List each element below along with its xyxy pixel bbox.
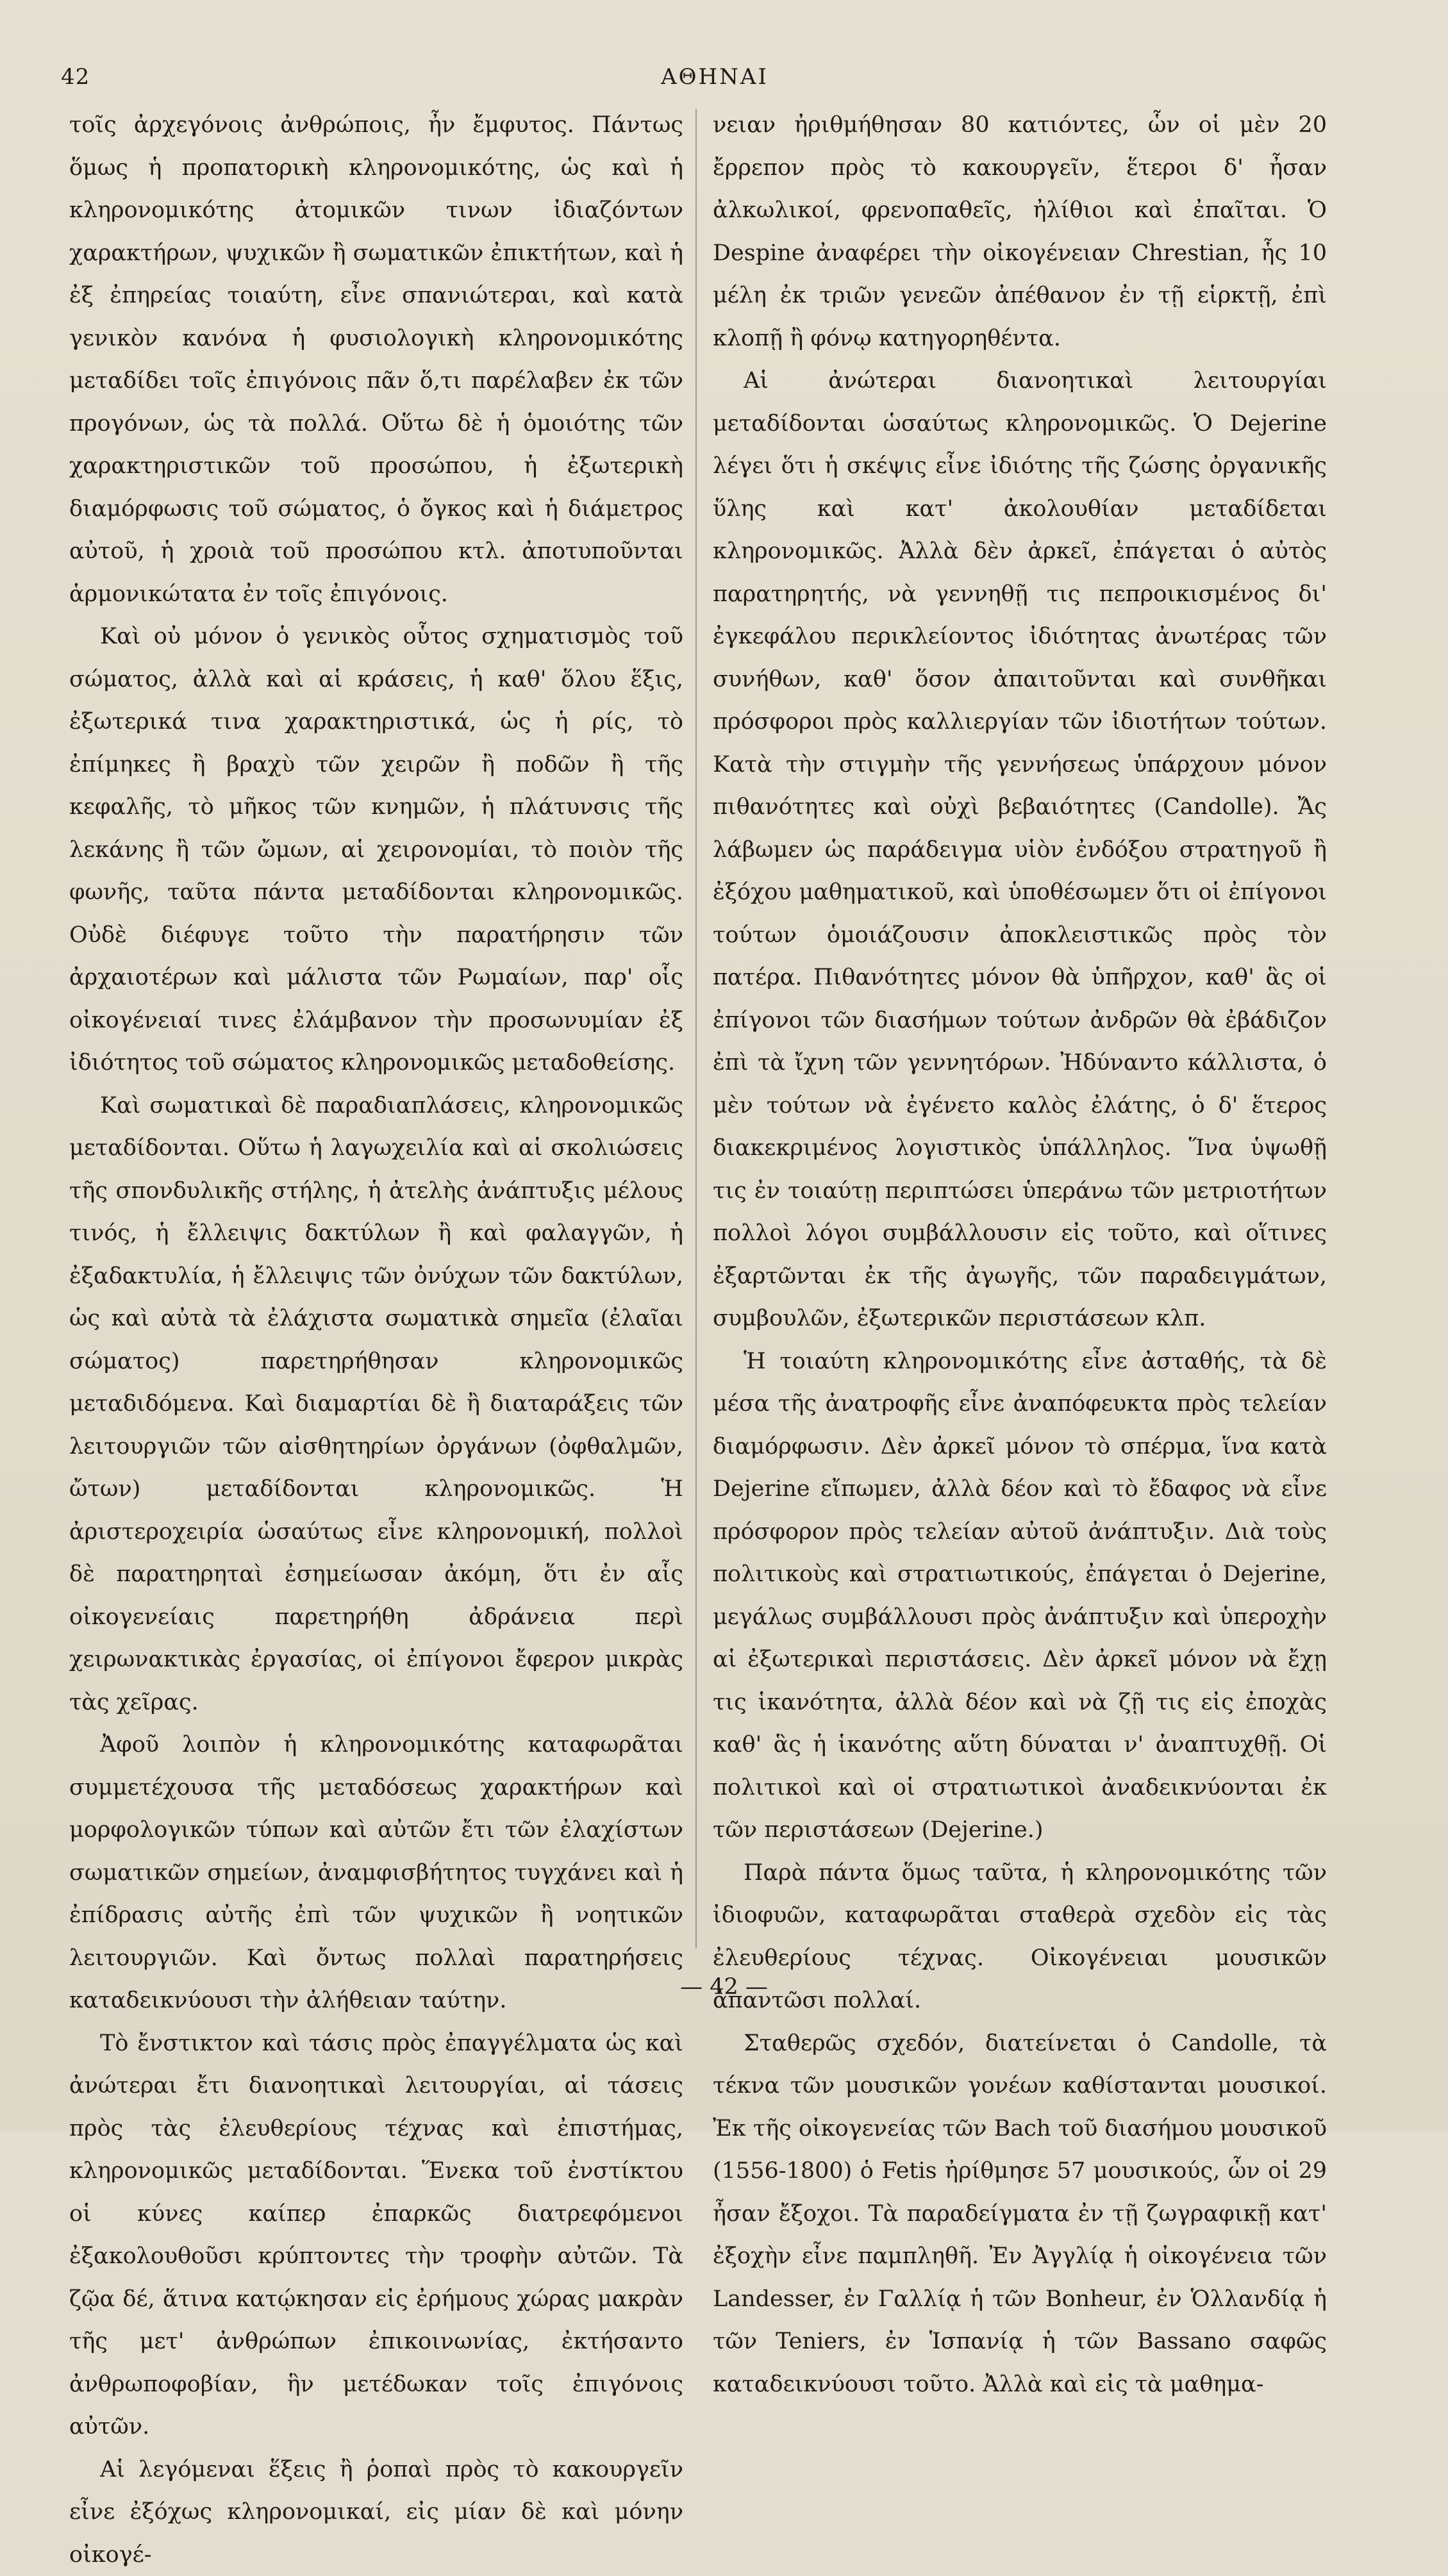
right-column bbox=[713, 104, 1327, 1956]
paragraph: Σταθερῶς σχεδόν, διατείνεται ὁ Candolle, τὰ τέκνα τῶν μουσικῶν γονέων καθίστανται μουσικοί. Ἐκ τῆς οἰκογενείας τῶν Bach τοῦ διασήμου μουσικοῦ (1556-1800) ὁ Fetis ἠρίθμησε 57 μουσικούς, ὧν οἱ 29 ἦσαν ἔξοχοι. Τὰ παραδείγματα ἐν τῇ ζωγραφικῇ κατ' ἐξοχὴν εἶνε παμπληθῆ. Ἐν Ἀγγλίᾳ ἡ οἰκογένεια τῶν Landesser, ἐν Γαλλίᾳ ἡ τῶν Bonheur, ἐν Ὁλλανδίᾳ ἡ τῶν Teniers, ἐν Ἱσπανίᾳ ἡ τῶν Bassano σαφῶς καταδεικνύουσι τοῦτο. Ἀλλὰ καὶ εἰς τὰ μαθημα- bbox=[713, 2022, 1327, 2406]
page-number: 42 bbox=[61, 64, 90, 90]
column-divider bbox=[695, 109, 697, 1949]
paragraph: Ἀφοῦ λοιπὸν ἡ κληρονομικότης καταφωρᾶται συμμετέχουσα τῆς μεταδόσεως χαρακτήρων καὶ μορφολογικῶν τύπων καὶ αὐτῶν ἔτι τῶν ἐλαχίστων σωματικῶν σημείων, ἀναμφισβήτητος τυγχάνει καὶ ἡ ἐπίδρασις αὐτῆς ἐπὶ τῶν ψυχικῶν ἢ νοητικῶν λειτουργιῶν. Καὶ ὄντως πολλαὶ παρατηρήσεις καταδεικνύουσι τὴν ἀλήθειαν ταύτην. bbox=[69, 1724, 683, 2022]
paragraph: Καὶ σωματικαὶ δὲ παραδιαπλάσεις, κληρονομικῶς μεταδίδονται. Οὕτω ἡ λαγωχειλία καὶ αἱ σκολιώσεις τῆς σπονδυλικῆς στήλης, ἡ ἀτελὴς ἀνάπτυξις μέλους τινός, ἡ ἔλλειψις δακτύλων ἢ καὶ φαλαγγῶν, ἡ ἐξαδακτυλία, ἡ ἔλλειψις τῶν ὀνύχων τῶν δακτύλων, ὡς καὶ αὐτὰ τὰ ἐλάχιστα σωματικὰ σημεῖα (ἐλαῖαι σώματος) παρετηρήθησαν κληρονομικῶς μεταδιδόμενα. Καὶ διαμαρτίαι δὲ ἢ διαταράξεις τῶν λειτουργιῶν τῶν αἰσθητηρίων ὀργάνων (ὀφθαλμῶν, ὤτων) μεταδίδονται κληρονομικῶς. Ἡ ἀριστεροχειρία ὡσαύτως εἶνε κληρονομική, πολλοὶ δὲ παρατηρηταὶ ἐσημείωσαν ἀκόμη, ὅτι ἐν αἷς οἰκογενείαις παρετηρήθη ἀδράνεια περὶ χειρωνακτικὰς ἐργασίας, οἱ ἐπίγονοι ἔφερον μικρὰς τὰς χεῖρας. bbox=[69, 1084, 683, 1724]
paragraph: Ἡ τοιαύτη κληρονομικότης εἶνε ἀσταθής, τὰ δὲ μέσα τῆς ἀνατροφῆς εἶνε ἀναπόφευκτα πρὸς τελείαν διαμόρφωσιν. Δὲν ἀρκεῖ μόνον τὸ σπέρμα, ἵνα κατὰ Dejerine εἴπωμεν, ἀλλὰ δέον καὶ τὸ ἔδαφος νὰ εἶνε πρόσφορον πρὸς τελείαν αὐτοῦ ἀνάπτυξιν. Διὰ τοὺς πολιτικοὺς καὶ στρατιωτικούς, ἐπάγεται ὁ Dejerine, μεγάλως συμβάλλουσι πρὸς ἀνάπτυξιν καὶ ὑπεροχὴν αἱ ἐξωτερικαὶ περιστάσεις. Δὲν ἀρκεῖ μόνον νὰ ἔχῃ τις ἱκανότητα, ἀλλὰ δέον καὶ νὰ ζῇ τις εἰς ἐποχὰς καθ' ἃς ἡ ἱκανότης αὕτη δύναται ν' ἀναπτυχθῇ. Οἱ πολιτικοὶ καὶ οἱ στρατιωτικοὶ ἀναδεικνύονται ἐκ τῶν περιστάσεων (Dejerine.) bbox=[713, 1340, 1327, 1852]
left-column bbox=[69, 104, 683, 1956]
paragraph: Αἱ ἀνώτεραι διανοητικαὶ λειτουργίαι μεταδίδονται ὡσαύτως κληρονομικῶς. Ὁ Dejerine λέγει ὅτι ἡ σκέψις εἶνε ἰδιότης τῆς ζώσης ὀργανικῆς ὕλης καὶ κατ' ἀκολουθίαν μεταδίδεται κληρονομικῶς. Ἀλλὰ δὲν ἀρκεῖ, ἐπάγεται ὁ αὐτὸς παρατηρητής, νὰ γεννηθῇ τις πεπροικισμένος δι' ἐγκεφάλου περικλείοντος ἰδιότητας ἀνωτέρας τῶν συνήθων, καθ' ὅσον ἀπαιτοῦνται καὶ συνθῆκαι πρόσφοροι πρὸς καλλιεργίαν τῶν ἰδιοτήτων τούτων. Κατὰ τὴν στιγμὴν τῆς γεννήσεως ὑπάρχουν μόνον πιθανότητες καὶ οὐχὶ βεβαιότητες (Candolle). Ἄς λάβωμεν ὡς παράδειγμα υἱὸν ἐνδόξου στρατηγοῦ ἢ ἐξόχου μαθηματικοῦ, καὶ ὑποθέσωμεν ὅτι οἱ ἐπίγονοι τούτων ὁμοιάζουσιν ἀποκλειστικῶς πρὸς τὸν πατέρα. Πιθανότητες μόνον θὰ ὑπῆρχον, καθ' ἃς οἱ ἐπίγονοι τῶν διασήμων τούτων ἀνδρῶν θὰ ἐβάδιζον ἐπὶ τὰ ἴχνη τῶν γεννητόρων. Ἠδύναντο κάλλιστα, ὁ μὲν τούτων νὰ ἐγένετο καλὸς ἐλάτης, ὁ δ' ἕτερος διακεκριμένος λογιστικὸς ὑπάλληλος. Ἵνα ὑψωθῇ τις ἐν τοιαύτῃ περιπτώσει ὑπεράνω τῶν μετριοτήτων πολλοὶ λόγοι συμβάλλουσιν εἰς τοῦτο, καὶ οἵτινες ἐξαρτῶνται ἐκ τῆς ἀγωγῆς, τῶν παραδειγμάτων, συμβουλῶν, ἐξωτερικῶν περιστάσεων κλπ. bbox=[713, 360, 1327, 1340]
paragraph: νειαν ἠριθμήθησαν 80 κατιόντες, ὧν οἱ μὲν 20 ἔρρεπον πρὸς τὸ κακουργεῖν, ἕτεροι δ' ἦσαν ἀλκωλικοί, φρενοπαθεῖς, ἠλίθιοι καὶ ἐπαῖται. Ὁ Despine ἀναφέρει τὴν οἰκογένειαν Chrestian, ἧς 10 μέλη ἐκ τριῶν γενεῶν ἀπέθανον ἐν τῇ εἱρκτῇ, ἐπὶ κλοπῇ ἢ φόνῳ κατηγορηθέντα. bbox=[713, 104, 1327, 360]
paragraph: Παρὰ πάντα ὅμως ταῦτα, ἡ κληρονομικότης τῶν ἰδιοφυῶν, καταφωρᾶται σταθερὰ σχεδὸν εἰς τὰς ἐλευθερίους τέχνας. Οἰκογένειαι μουσικῶν ἀπαντῶσι πολλαί. bbox=[713, 1852, 1327, 2022]
paragraph: Τὸ ἔνστικτον καὶ τάσις πρὸς ἐπαγγέλματα ὡς καὶ ἀνώτεραι ἔτι διανοητικαὶ λειτουργίαι, αἱ τάσεις πρὸς τὰς ἐλευθερίους τέχνας καὶ ἐπιστήμας, κληρονομικῶς μεταδίδονται. Ἕνεκα τοῦ ἐνστίκτου οἱ κύνες καίπερ ἐπαρκῶς διατρεφόμενοι ἐξακολουθοῦσι κρύπτοντες τὴν τροφὴν αὐτῶν. Τὰ ζῷα δέ, ἅτινα κατῴκησαν εἰς ἐρήμους χώρας μακρὰν τῆς μετ' ἀνθρώπων ἐπικοινωνίας, ἐκτήσαντο ἀνθρωποφοβίαν, ἣν μετέδωκαν τοῖς ἐπιγόνοις αὐτῶν. bbox=[69, 2022, 683, 2448]
paragraph: Καὶ οὐ μόνον ὁ γενικὸς οὗτος σχηματισμὸς τοῦ σώματος, ἀλλὰ καὶ αἱ κράσεις, ἡ καθ' ὅλου ἕξις, ἐξωτερικά τινα χαρακτηριστικά, ὡς ἡ ρίς, τὸ ἐπίμηκες ἢ βραχὺ τῶν χειρῶν ἢ ποδῶν ἢ τῆς κεφαλῆς, τὸ μῆκος τῶν κνημῶν, ἡ πλάτυνσις τῆς λεκάνης ἢ τῶν ὤμων, αἱ χειρονομίαι, τὸ ποιὸν τῆς φωνῆς, ταῦτα πάντα μεταδίδονται κληρονομικῶς. Οὐδὲ διέφυγε τοῦτο τὴν παρατήρησιν τῶν ἀρχαιοτέρων καὶ μάλιστα τῶν Ρωμαίων, παρ' οἷς οἰκογένειαί τινες ἐλάμβανον τὴν προσωνυμίαν ἐξ ἰδιότητος τοῦ σώματος κληρονομικῶς μεταδοθείσης. bbox=[69, 615, 683, 1084]
paragraph: τοῖς ἀρχεγόνοις ἀνθρώποις, ἦν ἔμφυτος. Πάντως ὅμως ἡ προπατορικὴ κληρονομικότης, ὡς καὶ ἡ κληρονομικότης ἀτομικῶν τινων ἰδιαζόντων χαρακτήρων, ψυχικῶν ἢ σωματικῶν ἐπικτήτων, καὶ ἡ ἐξ ἐπηρείας τοιαύτη, εἶνε σπανιώτεραι, καὶ κατὰ γενικὸν κανόνα ἡ φυσιολογικὴ κληρονομικότης μεταδίδει τοῖς ἐπιγόνοις πᾶν ὅ,τι παρέλαβεν ἐκ τῶν προγόνων, ὡς τὰ πολλά. Οὕτω δὲ ἡ ὁμοιότης τῶν χαρακτηριστικῶν τοῦ προσώπου, ἡ ἐξωτερικὴ διαμόρφωσις τοῦ σώματος, ὁ ὄγκος καὶ ἡ διάμετρος αὐτοῦ, ἡ χροιὰ τοῦ προσώπου κτλ. ἀποτυποῦνται ἁρμονικώτατα ἐν τοῖς ἐπιγόνοις. bbox=[69, 104, 683, 615]
running-title: ΑΘΗΝΑΙ bbox=[61, 64, 1369, 90]
page-header bbox=[61, 64, 1369, 96]
page-footer-number: — 42 — bbox=[0, 1974, 1448, 2000]
paragraph: Αἱ λεγόμεναι ἕξεις ἢ ῥοπαὶ πρὸς τὸ κακουργεῖν εἶνε ἐξόχως κληρονομικαί, εἰς μίαν δὲ καὶ μόνην οἰκογέ- bbox=[69, 2448, 683, 2576]
